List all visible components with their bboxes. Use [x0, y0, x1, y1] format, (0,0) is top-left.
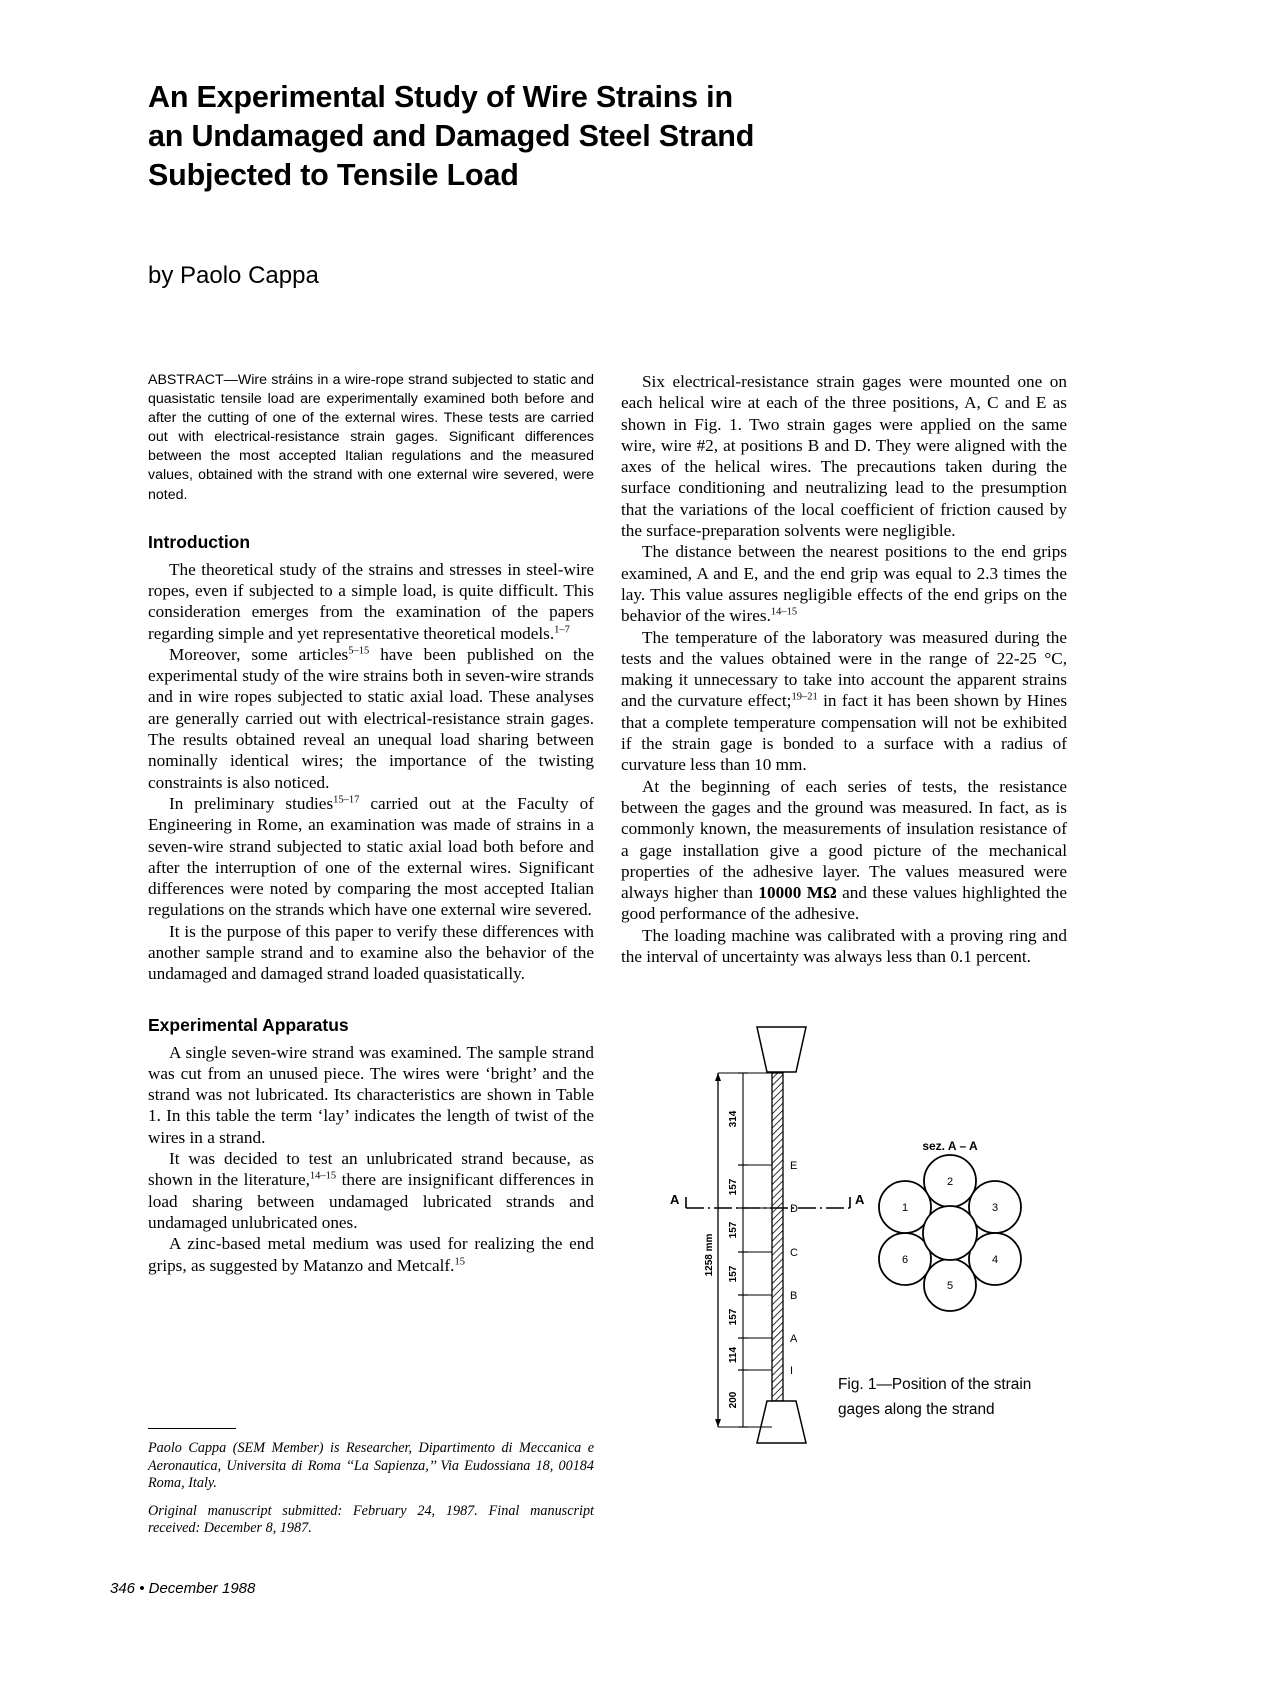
- strand-body: [772, 1073, 783, 1401]
- reference-marker: 14–15: [770, 606, 798, 618]
- paragraph: [148, 921, 594, 985]
- paragraph-text-cont: there are insignificant differences in load sharing between undamaged lubricated strands and undamaged unlubricated ones.: [148, 1170, 594, 1232]
- section-cut-label-right: A: [855, 1192, 865, 1207]
- title-line-2: an Undamaged and Damaged Steel Strand: [148, 119, 755, 153]
- section-heading-introduction: Introduction: [148, 531, 251, 552]
- paragraph: [148, 793, 594, 921]
- paragraph: [621, 627, 1067, 776]
- wire-number-6: 6: [901, 1254, 909, 1266]
- position-label-C: C: [790, 1247, 798, 1259]
- segment-dim-157-a: 157: [728, 1178, 739, 1196]
- paragraph: [148, 1148, 594, 1233]
- segment-dim-157-d: 157: [728, 1308, 739, 1326]
- end-grip-bottom: [757, 1401, 806, 1443]
- figure-1-caption: Fig. 1—Position of the strain gages along the strand: [838, 1376, 1032, 1418]
- paragraph: [148, 1233, 594, 1276]
- reference-marker: 19–21: [791, 691, 818, 703]
- dim-arrow-bottom: [715, 1419, 721, 1427]
- left-column: [148, 371, 594, 1276]
- wire-number-5: 5: [946, 1280, 954, 1292]
- paragraph-text: Moreover, some articles: [169, 644, 349, 664]
- position-label-I: I: [790, 1365, 794, 1377]
- paragraph-text: The temperature of the laboratory was measured during the tests and the values obtained were in the range of 22-25 °C, making it unnecessary to take into account the apparent strains and the curvature effect;: [621, 627, 1067, 711]
- abstract-text: ABSTRACT—Wire stráins in a wire-rope strand subjected to static and quasistatic tensile load are experimentally examined both before and after the cutting of one of the external wires. These tests are carried out with electrical-resistance strain gages. Significant differences between the most accepted Italian regulations and the measured values, obtained with the strand with one external wire severed, were noted.: [148, 372, 594, 503]
- segment-dim-114: 114: [728, 1346, 739, 1364]
- title-line-3: Subjected to Tensile Load: [148, 158, 519, 192]
- end-grip-top: [757, 1027, 806, 1072]
- paragraph: [621, 925, 1067, 968]
- wire-number-2: 2: [946, 1176, 954, 1188]
- paragraph: [148, 559, 594, 644]
- position-label-B: B: [790, 1290, 798, 1302]
- dim-arrow-top: [715, 1073, 721, 1081]
- reference-marker: 5–15: [348, 645, 370, 657]
- reference-marker: 15–17: [333, 794, 360, 806]
- reference-marker: 1–7: [554, 623, 570, 635]
- paragraph: [621, 371, 1067, 541]
- paragraph-text-cont: and these values highlighted the good performance of the adhesive.: [621, 883, 1067, 924]
- paragraph-text: The loading machine was calibrated with a proving ring and the interval of uncertainty was always less than 0.1 percent.: [621, 925, 1067, 967]
- section-cut-label-left: A: [670, 1192, 680, 1207]
- paragraph: [148, 1042, 594, 1148]
- overall-dimension-label: 1258 mm: [704, 1233, 715, 1277]
- paragraph: [621, 541, 1067, 626]
- paragraph-text: A single seven-wire strand was examined. The sample strand was cut from an unused piece. The wires were ‘bright’ and the strand was not lubricated. Its characteristics are shown in Table 1. In this table the term ‘lay’ indicates the length of twist of the wires in a strand.: [148, 1042, 594, 1147]
- paragraph-text: The theoretical study of the strains and stresses in steel-wire ropes, even if subjected to a simple load, is quite difficult. This consideration emerges from the examination of the papers regarding simple and yet representative theoretical models.: [148, 559, 594, 643]
- section-heading-experimental-apparatus: Experimental Apparatus: [148, 1014, 349, 1035]
- insulation-resistance-value: 10000 MΩ: [758, 883, 837, 903]
- title-line-1: An Experimental Study of Wire Strains in: [148, 80, 733, 114]
- segment-dim-200: 200: [728, 1391, 739, 1409]
- wire-circle-core: [923, 1206, 977, 1260]
- paragraph: [148, 644, 594, 793]
- footnote-affiliation: Paolo Cappa (SEM Member) is Researcher, Dipartimento di Meccanica e Aeronautica, Universita di Roma ‘‘La Sapienza,’’ Via Eudossiana 18, 00184 Roma, Italy.: [148, 1440, 594, 1492]
- position-label-D: D: [790, 1203, 798, 1215]
- paragraph-text-cont: carried out at the Faculty of Engineering in Rome, an examination was made of strains in a seven-wire strand subjected to static axial load both before and after the interruption of one of the external wires. Significant differences were noted by comparing the most accepted Italian regulations on the strands which have one external wire severed.: [148, 793, 594, 920]
- footnote-manuscript-dates: Original manuscript submitted: February 24, 1987. Final manuscript received: December 8, 1987.: [148, 1502, 594, 1537]
- segment-dim-157-c: 157: [728, 1265, 739, 1283]
- right-column: [621, 371, 1067, 967]
- position-label-A: A: [790, 1333, 798, 1345]
- paragraph-text: At the beginning of each series of tests, the resistance between the gages and the ground was measured. In fact, as is commonly known, the measurements of insulation resistance of a gage installation give a good picture of the mechanical properties of the adhesive layer. The values measured were always higher than: [621, 776, 1067, 903]
- segment-dim-157-b: 157: [728, 1221, 739, 1239]
- page-title: [148, 78, 908, 195]
- paragraph-text: It was decided to test an unlubricated strand because, as shown in the literature,: [148, 1149, 594, 1190]
- segment-dim-314: 314: [728, 1110, 739, 1128]
- paragraph-text-cont: have been published on the experimental study of the wire strains both in seven-wire strands and in wire ropes subjected to static axial load. These analyses are generally carried out with electrical-resistance strain gages. The results obtained reveal an unequal load sharing between nominally identical wires; the importance of the twisting constraints is also noticed.: [148, 644, 595, 792]
- paragraph-text: It is the purpose of this paper to verify these differences with another sample strand and to examine also the behavior of the undamaged and damaged strand loaded quasistatically.: [148, 921, 594, 984]
- footnote-divider: [148, 1428, 236, 1429]
- author-byline: by Paolo Cappa: [148, 262, 319, 289]
- gage-position-leaders: [743, 1165, 772, 1370]
- paragraph-text: A zinc-based metal medium was used for realizing the end grips, as suggested by Matanzo and Metcalf.: [148, 1234, 594, 1275]
- paragraph: [621, 776, 1067, 925]
- reference-marker: 14–15: [309, 1170, 337, 1182]
- paragraph-text-cont: in fact it has been shown by Hines that a complete temperature compensation will not be exhibited if the strain gage is bonded to a surface with a radius of curvature less than 10 mm.: [621, 691, 1068, 775]
- section-aa-title: sez. A – A: [922, 1139, 978, 1153]
- footnote-block: [148, 1428, 594, 1548]
- paragraph-text: The distance between the nearest positions to the end grips examined, A and E, and the end grip was equal to 2.3 times the lay. This value assures negligible effects of the end grips on the behavior of the wires.: [621, 542, 1067, 626]
- wire-number-1: 1: [901, 1202, 909, 1214]
- reference-marker: 15: [454, 1255, 465, 1267]
- wire-number-4: 4: [991, 1254, 999, 1266]
- paragraph-text: In preliminary studies: [169, 793, 334, 813]
- wire-number-3: 3: [991, 1202, 999, 1214]
- paragraph-text: Six electrical-resistance strain gages were mounted one on each helical wire at each of the three positions, A, C and E as shown in Fig. 1. Two strain gages were applied on the same wire, wire #2, at positions B and D. They were aligned with the axes of the helical wires. The precautions taken during the surface conditioning and neutralizing lead to the presumption that the variations of the local coefficient of friction caused by the surface-preparation solvents were negligible.: [621, 372, 1067, 541]
- position-label-E: E: [790, 1160, 798, 1172]
- page-footer: 346 • December 1988: [110, 1580, 256, 1597]
